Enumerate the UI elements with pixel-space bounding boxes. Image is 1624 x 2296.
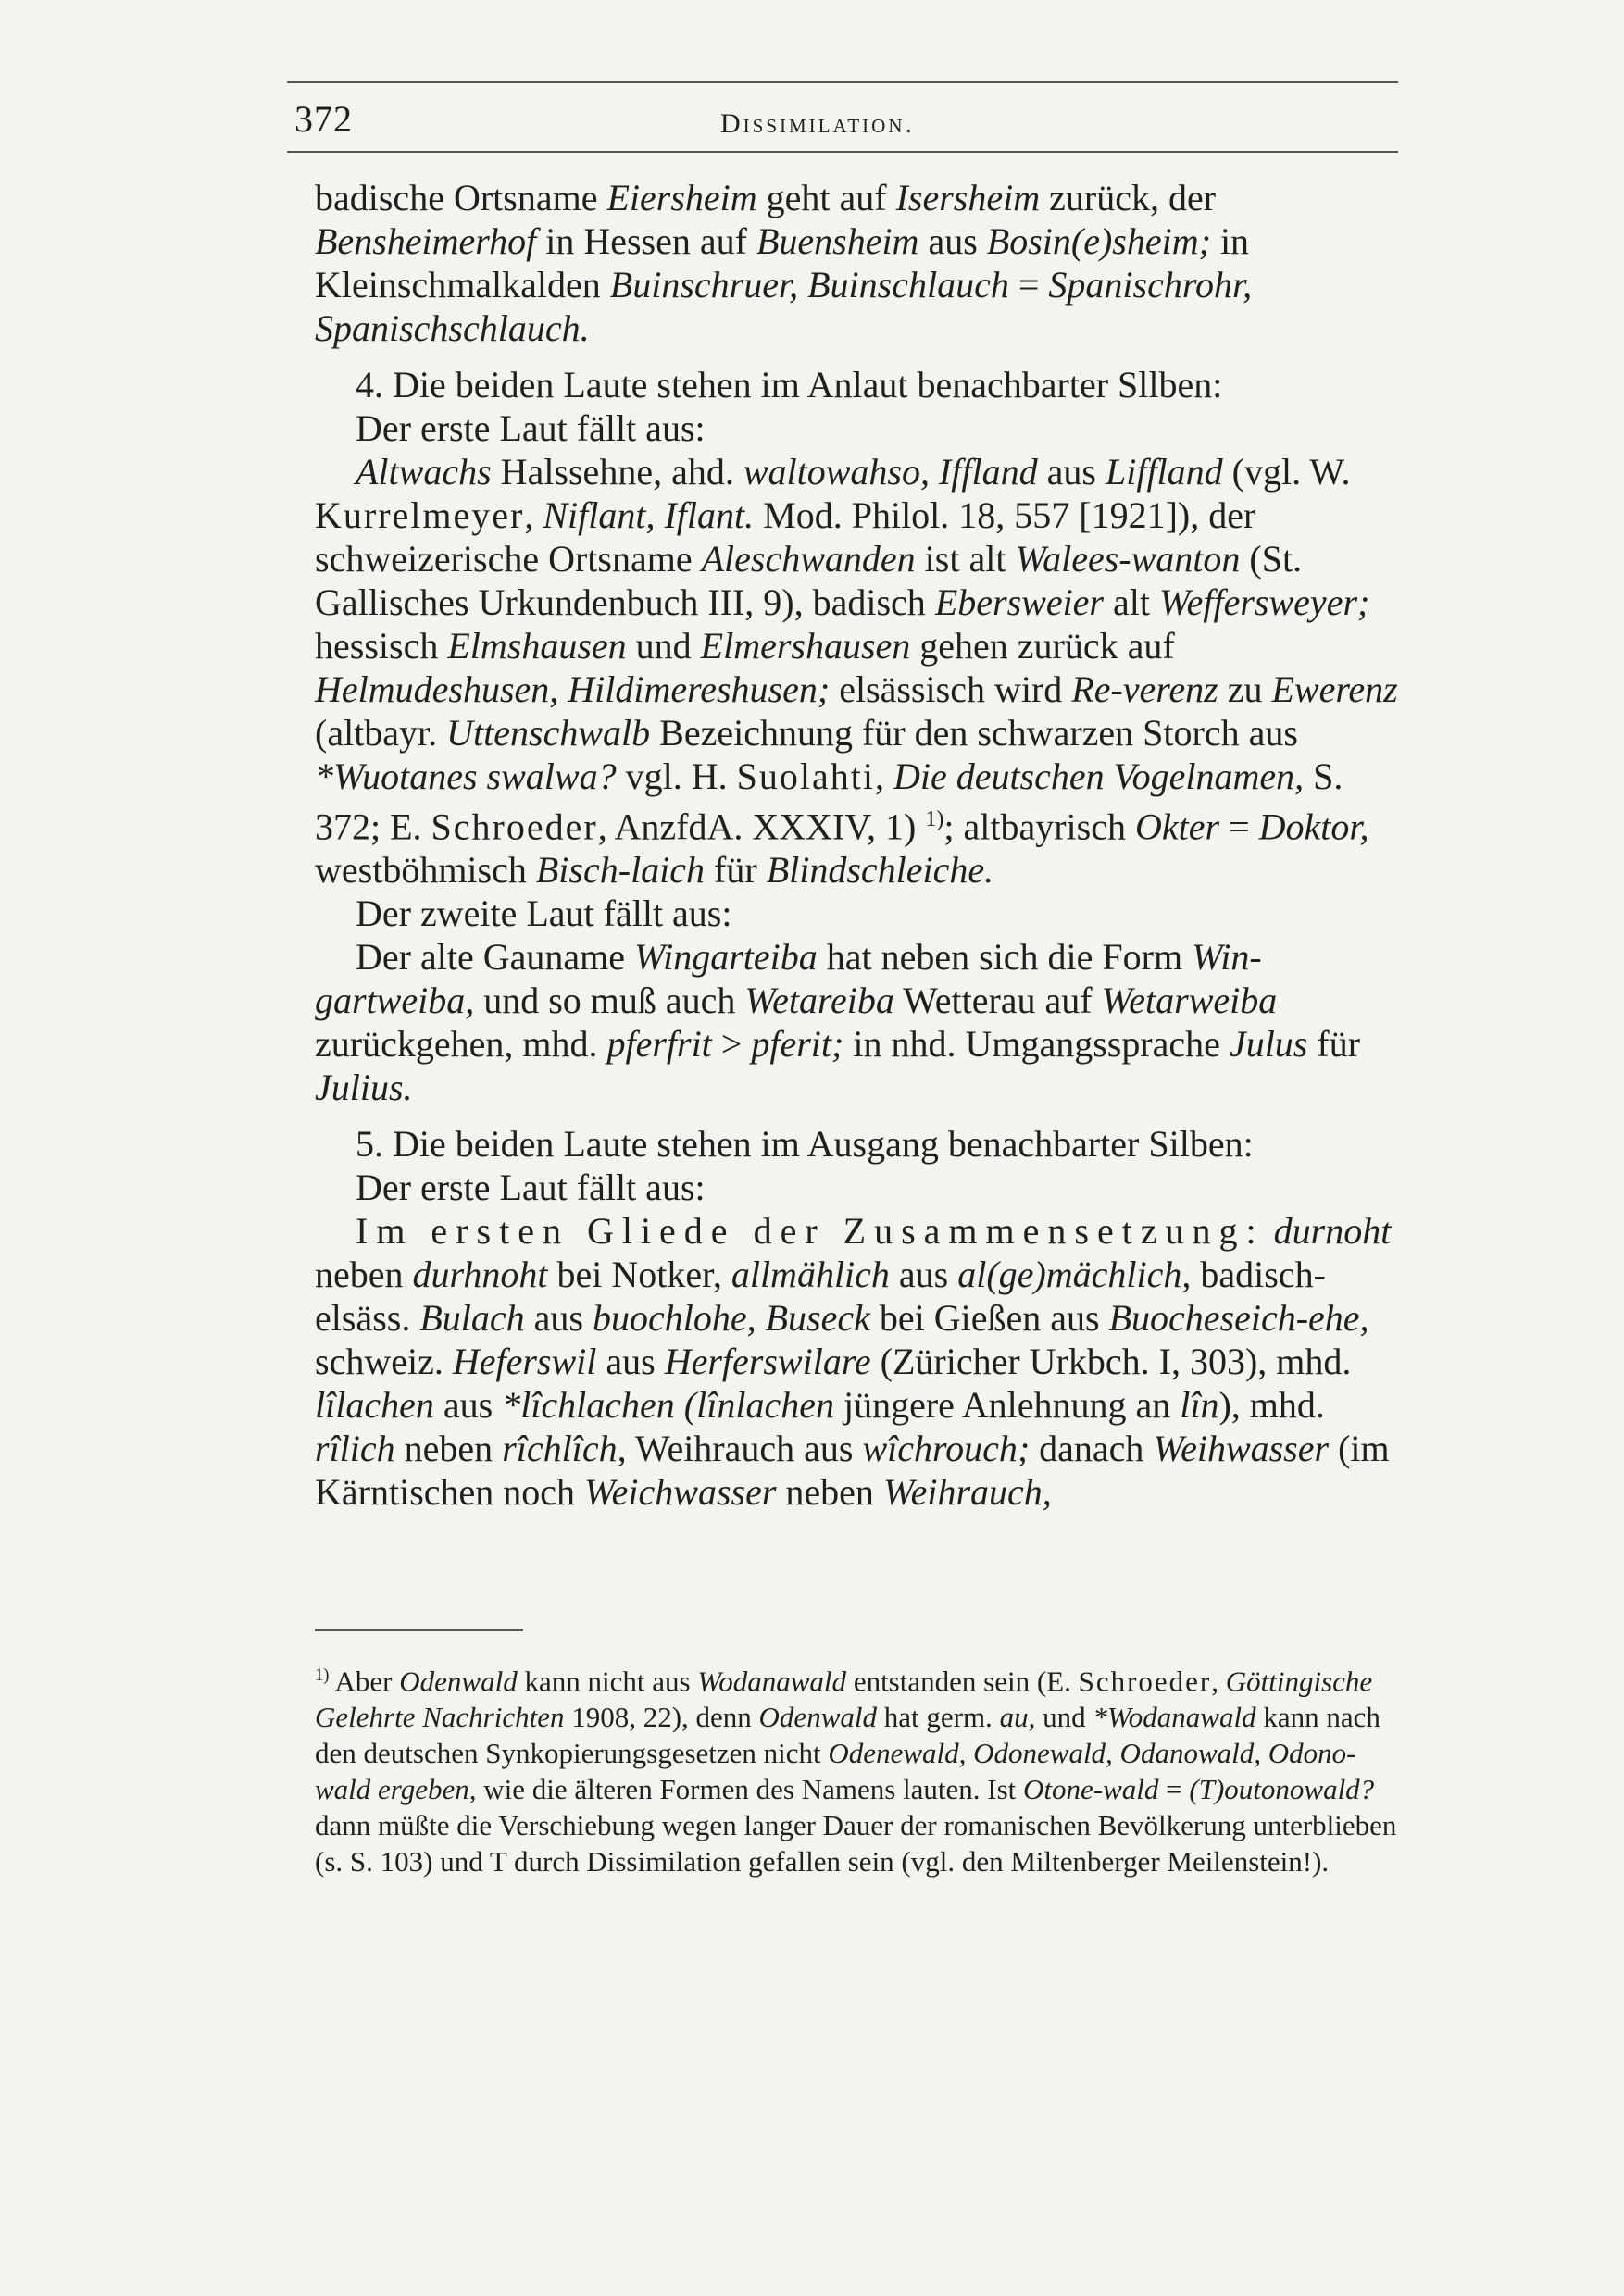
text-run: = [1008,264,1049,306]
text-run: (im Kärntischen noch [315,1428,1390,1514]
text-run: , [1211,1665,1226,1698]
text-run: aus [524,1297,593,1340]
text-run: = [1158,1773,1190,1806]
text-run: Schroeder [1078,1665,1212,1698]
italic-term: Wodanawald [697,1665,847,1698]
italic-term: durhnoht [412,1254,548,1296]
italic-term: Weihwasser [1153,1428,1330,1470]
italic-term: Weichwasser [584,1471,777,1514]
text-run: elsässisch wird [830,668,1072,710]
italic-term: Liffland [1105,451,1223,493]
text-run: (St. Gallisches Urkundenbuch III, 9), badisch [315,538,1303,623]
body-paragraph [315,935,1407,1109]
text-run: gehen zurück auf [910,625,1175,667]
italic-term: Bensheimerhof [315,220,537,262]
italic-term: Uttenschwalb [446,712,651,754]
italic-term: Julius. [315,1067,413,1109]
italic-term: Win-gartweiba, [315,936,1262,1022]
italic-term: Ewerenz [1271,668,1398,710]
text-run: alt [1104,581,1159,623]
italic-term: Blindschleiche. [766,849,994,892]
text-run: aus [889,1254,958,1296]
italic-term: Walees-wanton [1015,538,1241,580]
footnote [315,1657,1407,1879]
italic-term: durnoht [1273,1210,1392,1253]
text-run: S. 372; E. [315,755,1343,848]
header-rule [287,151,1398,153]
body-text [315,176,1407,1514]
italic-term: Isersheim [895,177,1041,218]
italic-term: Altwachs [356,451,492,493]
text-run: > [711,1023,752,1066]
italic-term: Okter [1134,805,1220,848]
text-run: aus [596,1341,665,1383]
text-run: aus [433,1384,503,1427]
text-run: Wetterau auf [893,980,1102,1022]
text-run: ist alt [915,538,1016,580]
text-run: badische Ortsname [315,177,607,218]
footnotes [315,1657,1407,1879]
italic-term: Odenwald [758,1701,877,1734]
text-run: neben [315,1254,413,1296]
text-run: zurückgehen, mhd. [315,1023,607,1066]
text-run: Mod. Philol. 18, 557 [1921]), der schweizerische Ortsname [315,494,1256,580]
italic-term: Re-verenz [1071,668,1218,710]
italic-term: Doktor, [1258,805,1369,848]
italic-term: Weihrauch, [882,1471,1052,1514]
running-title: Dissimilation. [720,108,915,139]
top-rule [287,81,1398,83]
text-run: in Kleinschmalkalden [315,220,1250,306]
text-run: und [626,625,701,667]
italic-term: lîn [1180,1384,1219,1427]
text-run: wie die älteren Formen des Namens lauten. Ist [476,1773,1024,1806]
body-paragraph [315,450,1407,892]
text-run: , [874,755,893,797]
italic-term: rîchlîch, [502,1428,627,1470]
italic-term: pferfrit [606,1023,712,1066]
text-run: Halssehne, ahd. [491,451,743,493]
italic-term: lîlachen [315,1384,434,1427]
text-run: geht auf [756,177,896,218]
italic-term: (T)outonowald? [1189,1773,1375,1806]
text-run: zurück, der [1040,177,1217,218]
page-header [294,97,1398,153]
italic-term: buochlohe, Buseck [592,1297,870,1340]
text-run: jüngere Anlehnung an [833,1384,1181,1427]
text-run: in nhd. Umgangssprache [843,1023,1230,1066]
body-paragraph [315,406,1407,450]
body-paragraph [315,176,1407,350]
text-run: , [524,494,543,536]
text-run: dann müßte die Verschiebung wegen langer Dauer der romanischen Bevölkerung unterblieben (s. S. 103) und T durch Dissimilation gefallen sein (vgl. den Miltenberger Meilenstein!). [315,1809,1397,1878]
footnote-rule [315,1629,523,1631]
body-paragraph [315,892,1407,935]
text-run: bei Notker, [547,1254,731,1296]
footnote-marker: 1) [925,807,944,831]
italic-term: Wingarteiba [633,936,818,979]
italic-term: Bosin(e)sheim; [986,220,1211,262]
text-run: kann nicht aus [517,1665,698,1698]
italic-term: Helmudeshusen, Hildimereshusen; [315,668,831,710]
text-run: bei Gießen aus [869,1297,1109,1340]
text-run: westböhmisch [315,849,536,892]
text-run: Schroeder [431,805,598,848]
footnote-marker: 1) [315,1666,330,1685]
italic-term: pferit; [751,1023,844,1066]
italic-term: Elmershausen [700,625,911,667]
text-run: und so muß auch [474,980,745,1022]
text-run: kann nach den deutschen Synkopierungsgesetzen nicht [315,1701,1380,1770]
text-run: hessisch [315,625,448,667]
text-run: und [1035,1701,1093,1734]
body-paragraph [315,1209,1407,1514]
text-run: Der erste Laut fällt aus: [356,407,706,449]
text-run: Weihrauch aus [626,1428,863,1470]
italic-term: Otone-wald [1023,1773,1159,1806]
text-run: hat germ. [876,1701,1000,1734]
text-run: Bezeichnung für den schwarzen Storch aus [650,712,1298,754]
text-run: Der alte Gauname [356,936,634,979]
italic-term: Göttingische Gelehrte Nachrichten [315,1665,1373,1734]
text-run: neben [776,1471,883,1514]
italic-term: waltowahso, Iffland [743,451,1038,493]
text-run: , AnzfdA. XXXIV, 1) [597,805,926,848]
text-run: in Hessen auf [536,220,756,262]
italic-term: rîlich [315,1428,395,1470]
italic-term: Ebersweier [934,581,1104,623]
italic-term: Spanischrohr, Spanischschlauch. [315,264,1253,349]
text-run: Der zweite Laut fällt aus: [356,892,732,935]
text-run: zu [1218,668,1272,710]
italic-term: Odenwald [399,1665,518,1698]
text-run: ; altbayrisch [943,805,1135,848]
text-run: 1908, 22), denn [564,1701,759,1734]
text-run: Im ersten Gliede der Zusammensetzung: [356,1210,1265,1253]
text-run: schweiz. [315,1341,453,1383]
text-run: Der erste Laut fällt aus: [356,1167,706,1209]
italic-term: au, [999,1701,1036,1734]
italic-term: *Wuotanes swalwa? [315,755,617,797]
italic-term: *lîchlachen (lînlachen [502,1384,834,1427]
text-run: Kurrelmeyer [315,494,525,536]
text-run: ), mhd. [1218,1384,1325,1427]
italic-term: Bulach [419,1297,525,1340]
text-run: = [1219,805,1259,848]
italic-term: al(ge)mächlich, [957,1254,1192,1296]
italic-term: Herferswilare [664,1341,871,1383]
italic-term: Aleschwanden [701,538,916,580]
italic-term: Buocheseich-ehe, [1108,1297,1369,1340]
text-run: 5. Die beiden Laute stehen im Ausgang benachbarter Silben: [356,1123,1254,1166]
text-run: danach [1030,1428,1154,1470]
page-number: 372 [294,98,353,140]
italic-term: Odenewald, Odonewald, Odanowald, Odono-wald ergeben, [315,1737,1356,1806]
italic-term: Wetarweiba [1101,980,1278,1022]
body-paragraph [315,363,1407,406]
text-run: für [705,849,767,892]
text-run: aus [918,220,987,262]
italic-term: Buinschruer, Buinschlauch [609,264,1009,306]
text-run: Aber [329,1665,400,1698]
italic-term: Heferswil [452,1341,597,1383]
text-run: badisch-elsäss. [315,1254,1326,1340]
text-run: neben [394,1428,503,1470]
italic-term: Elmshausen [447,625,627,667]
text-run: (vgl. W. [1222,451,1351,493]
italic-term: wîchrouch; [862,1428,1031,1470]
italic-term: Wetareiba [744,980,894,1022]
body-paragraph [315,1166,1407,1209]
italic-term: Bisch-laich [535,849,706,892]
text-run: 4. Die beiden Laute stehen im Anlaut benachbarter Sllben: [356,364,1223,406]
italic-term: allmählich [731,1254,890,1296]
italic-term: Die deutschen Vogelnamen, [893,755,1305,797]
italic-term: *Wodanawald [1093,1701,1256,1734]
italic-term: Niflant, Iflant. [543,494,755,536]
italic-term: Weffersweyer; [1158,581,1370,623]
text-run [1265,1210,1274,1252]
italic-term: Buensheim [756,220,919,262]
body-paragraph [315,1122,1407,1166]
text-run: aus [1037,451,1106,493]
text-run: entstanden sein (E. [846,1665,1079,1698]
text-run: für [1307,1023,1361,1066]
text-run: vgl. H. [616,755,737,797]
italic-term: Julus [1229,1023,1308,1066]
text-run: Suolahti [736,755,875,797]
text-run: (altbayr. [315,712,447,754]
text-run: (Züricher Urkbch. I, 303), mhd. [870,1341,1352,1383]
italic-term: Eiersheim [606,177,757,218]
text-run: hat neben sich die Form [817,936,1193,979]
